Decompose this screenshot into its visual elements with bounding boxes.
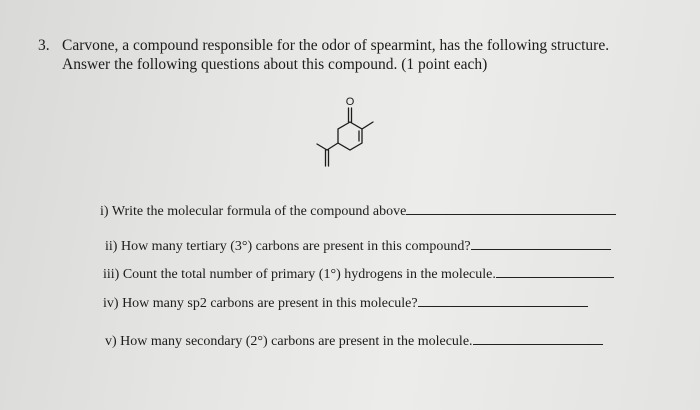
carvone-structure: [300, 88, 400, 183]
question-line-1: [38, 36, 609, 55]
answer-blank-i[interactable]: [406, 202, 616, 215]
subquestion-v-text: How many secondary (2°) carbons are present in the molecule.: [120, 334, 473, 349]
answer-blank-iii[interactable]: [496, 265, 614, 278]
subquestion-iii-text: Count the total number of primary (1°) hydrogens in the molecule.: [122, 267, 496, 282]
answer-blank-iv[interactable]: [418, 294, 588, 307]
subquestion-iv: [103, 294, 588, 313]
subquestion-v: [105, 332, 603, 351]
question-header: [38, 36, 609, 74]
subquestion-i-text: Write the molecular formula of the compound above: [111, 204, 407, 219]
isopropenyl-bond: [327, 143, 338, 150]
subquestion-i: [100, 202, 616, 221]
question-text-line-1: Carvone, a compound responsible for the odor of spearmint, has the following structure.: [62, 37, 610, 54]
subquestion-ii-text: How many tertiary (3°) carbons are present in this compound?: [120, 239, 471, 254]
subquestion-iii-number: iii): [103, 267, 120, 282]
subquestion-iii: [103, 265, 614, 284]
question-text-line-2: Answer the following questions about this compound. (1 point each): [62, 56, 488, 73]
answer-blank-v[interactable]: [473, 332, 603, 345]
isopropenyl-methyl-bond: [317, 144, 327, 150]
subquestion-i-number: i): [100, 204, 109, 219]
oxygen-label: O: [345, 96, 355, 108]
answer-blank-ii[interactable]: [471, 237, 611, 250]
subquestion-ii-number: ii): [105, 239, 118, 254]
subquestion-iv-number: iv): [103, 296, 119, 311]
methyl-bond: [362, 122, 373, 129]
subquestion-iv-text: How many sp2 carbons are present in this molecule?: [122, 296, 418, 311]
subquestion-ii: [105, 237, 611, 256]
question-number: 3.: [38, 37, 50, 54]
subquestion-v-number: v): [105, 334, 117, 349]
